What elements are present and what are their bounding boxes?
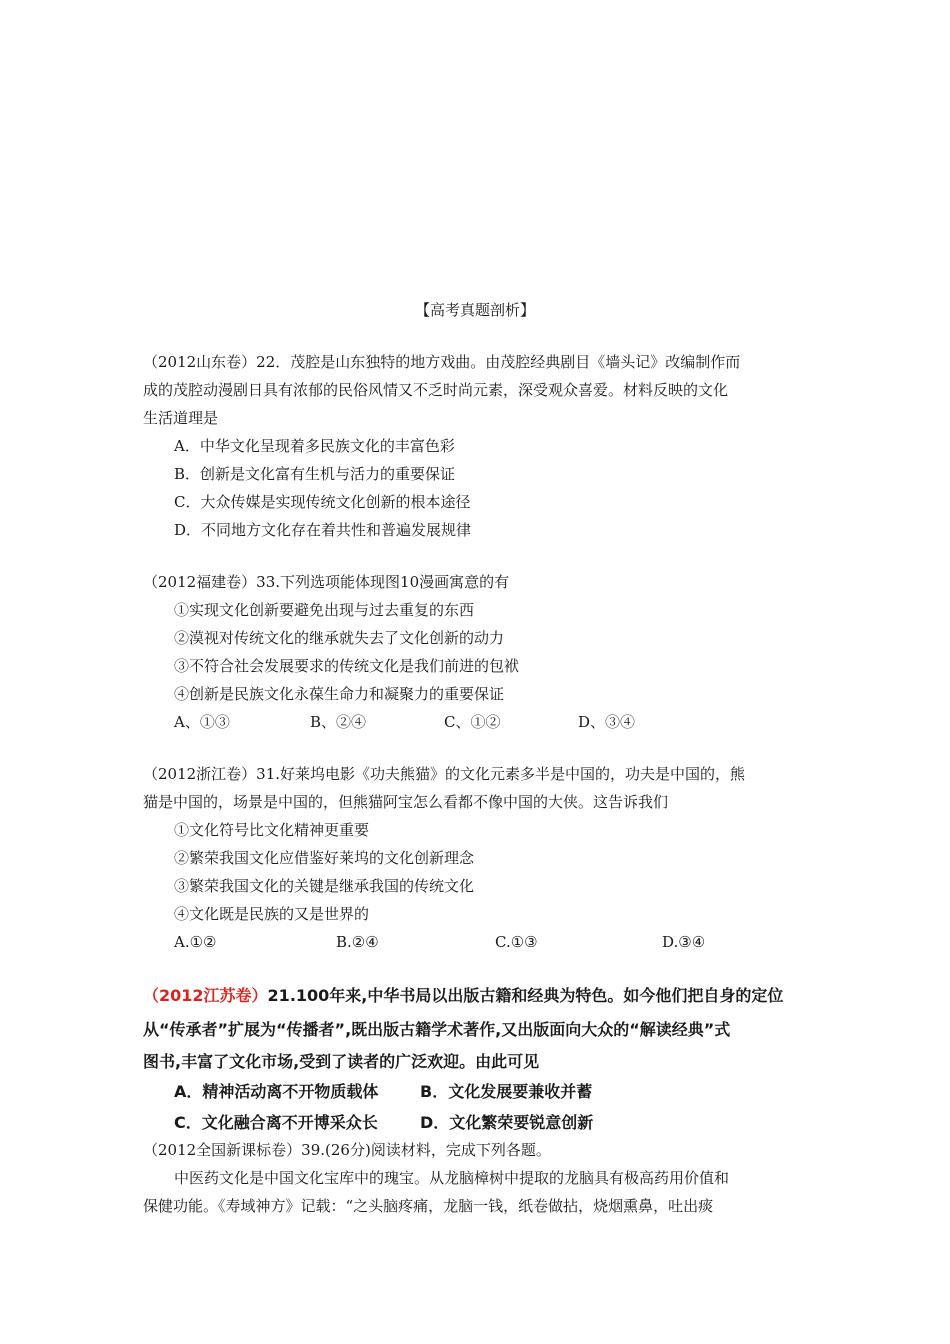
q1-line-3: 生活道理是 xyxy=(143,409,219,427)
section-heading: 【高考真题剖析】 xyxy=(414,301,535,319)
q1-option-b: B．创新是文化富有生机与活力的重要保证 xyxy=(174,465,456,483)
q3-choice-a: A.①② xyxy=(174,933,217,951)
q5-paragraph-line-2: 保健功能。《寿域神方》记载：“之头脑疼痛，龙脑一钱，纸卷做拈，烧烟熏鼻，吐出痰 xyxy=(143,1197,714,1215)
q4-line-1 xyxy=(143,984,783,1008)
q4-line-2: 从“传承者”扩展为“传播者”,既出版古籍学术著作,又出版面向大众的“解读经典”式 xyxy=(143,1020,731,1039)
q2-choice-c: C、①② xyxy=(444,713,501,731)
q3-item-2: ②繁荣我国文化应借鉴好莱坞的文化创新理念 xyxy=(174,849,475,867)
q2-line: （2012福建卷）33.下列选项能体现图10漫画寓意的有 xyxy=(143,573,510,591)
q4-line-3: 图书,丰富了文化市场,受到了读者的广泛欢迎。由此可见 xyxy=(143,1052,540,1071)
q3-item-3: ③繁荣我国文化的关键是继承我国的传统文化 xyxy=(174,877,475,895)
q4-source: （2012江苏卷） xyxy=(143,986,268,1005)
q2-item-3: ③不符合社会发展要求的传统文化是我们前进的包袱 xyxy=(174,657,520,675)
q1-option-c: C．大众传媒是实现传统文化创新的根本途径 xyxy=(174,493,471,511)
q3-choice-b: B.②④ xyxy=(336,933,379,951)
q4-option-a: A．精神活动离不开物质载体 xyxy=(174,1082,379,1101)
q4-option-b: B．文化发展要兼收并蓄 xyxy=(420,1082,593,1101)
q4-line-1-text: 21.100年来,中华书局以出版古籍和经典为特色。如今他们把自身的定位 xyxy=(267,986,784,1005)
q1-option-d: D．不同地方文化存在着共性和普遍发展规律 xyxy=(174,521,472,539)
q3-item-1: ①文化符号比文化精神更重要 xyxy=(174,821,370,839)
q2-item-4: ④创新是民族文化永葆生命力和凝聚力的重要保证 xyxy=(174,685,505,703)
q3-choice-d: D.③④ xyxy=(662,933,706,951)
q2-choice-d: D、③④ xyxy=(578,713,636,731)
q1-option-a: A．中华文化呈现着多民族文化的丰富色彩 xyxy=(174,437,455,455)
q1-line-1: （2012山东卷）22．茂腔是山东独特的地方戏曲。由茂腔经典剧目《墙头记》改编制作而 xyxy=(143,353,741,371)
q2-choice-b: B、②④ xyxy=(310,713,367,731)
q3-choice-c: C.①③ xyxy=(495,933,538,951)
q4-option-d: D．文化繁荣要锐意创新 xyxy=(420,1113,594,1132)
q1-line-2: 成的茂腔动漫剧日具有浓郁的民俗风情又不乏时尚元素，深受观众喜爱。材料反映的文化 xyxy=(143,381,729,399)
q5-line: （2012全国新课标卷）39.(26分)阅读材料，完成下列各题。 xyxy=(143,1141,551,1159)
q3-line-2: 猫是中国的，场景是中国的，但熊猫阿宝怎么看都不像中国的大侠。这告诉我们 xyxy=(143,793,669,811)
q3-line-1: （2012浙江卷）31.好莱坞电影《功夫熊猫》的文化元素多半是中国的，功夫是中国的，熊 xyxy=(143,765,746,783)
q5-paragraph-line-1: 中医药文化是中国文化宝库中的瑰宝。从龙脑樟树中提取的龙脑具有极高药用价值和 xyxy=(174,1169,730,1187)
q2-choice-a: A、①③ xyxy=(174,713,230,731)
q2-item-1: ①实现文化创新要避免出现与过去重复的东西 xyxy=(174,601,475,619)
q2-item-2: ②漠视对传统文化的继承就失去了文化创新的动力 xyxy=(174,629,505,647)
q3-item-4: ④文化既是民族的又是世界的 xyxy=(174,905,370,923)
q4-option-c: C．文化融合离不开博采众长 xyxy=(174,1113,378,1132)
